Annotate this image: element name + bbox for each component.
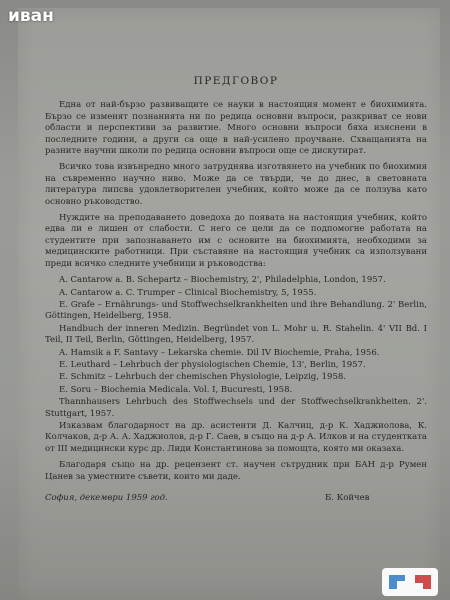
signature-row [45, 493, 427, 511]
date-line: София, декември 1959 год. [45, 493, 168, 503]
paragraph-1: Една от най-бързо развиващите се науки в настоящия момент е биохимията. Бързо се изменят познанията ни по редица основни въпроси, разкриват се нови области и перспективи за развитие. Много основни въпроси бяха изяснени в последните години, а други са още в най-усилено проучване. Схващанията на разните научни школи по редица основни въпроси още се дискутират. [45, 100, 427, 157]
reference-9: Thannhausers Lehrbuch des Stoffwechsels und der Stoffwechselkrankheiten. 2'. Stuttgart, 1957. [45, 397, 427, 419]
author-signature: Б. Койчев [325, 493, 370, 503]
reference-7: E. Schmitz – Lehrbuch der chemischen Physiologie, Leipzig, 1958. [59, 372, 346, 383]
page-title: ПРЕДГОВОР [193, 75, 279, 87]
thanks-paragraph-1: Изказвам благодарност на др. асистенти Д. Калчиц, д-р К. Хаджиолова, К. Колчаков, д-р А. А. Хаджиолов, д-р Г. Саев, в също на д-р А. Илков и на студентката от III медицински курс др. Лиди Константинова за помощта, която ми оказаха. [45, 420, 427, 454]
reference-1: A. Cantarow a. B. Schepartz – Biochemistry, 2', Philadelphia, London, 1957. [59, 275, 386, 286]
reference-list [45, 275, 427, 420]
marketplace-logo [382, 568, 438, 596]
reference-5: A. Hamsik a F. Santavy – Lekarska chemie. Dil IV Biochemie, Praha, 1956. [59, 347, 380, 358]
paragraph-3: Нуждите на преподаването доведоха до появата на настоящия учебник, който едва ли е лишен от слабости. С него се цели да се подпомогне работата на студентите при запознаването им с основите на биохимията, необходими за медицинските работници. При съставяне на настоящия учебник са използувани преди всичко следните учебници и ръководства: [45, 213, 427, 269]
reference-4: Handbuch der inneren Medizin. Begründet von L. Mohr u. R. Stahelin. 4' VII Bd. I Teil, II Teil, Berlin, Göttingen, Heidelberg, 1957. [45, 323, 427, 346]
reference-3: E. Grafe – Ernährungs- und Stoffwechselkrankheiten und ihre Behandlung. 2' Berlin, Göttingen, Heidelberg, 1958. [45, 299, 427, 322]
reference-8: E. Soru – Biochemia Medicala. Vol. I, Bucuresti, 1958. [59, 384, 293, 395]
page-content [45, 76, 427, 511]
paragraph-2: Всичко това извънредно много затруднява изготвянето на учебник по биохимия на съвременно научно ниво. Може да се твърди, че до днес, в световната литература липсва удовлетворителен учебник, който може да се ползува като основно ръководство. [45, 162, 427, 207]
watermark-text: иван [8, 6, 54, 26]
reference-2: A. Cantarow a. C. Trumper – Clinical Biochemistry, 5, 1955. [59, 287, 317, 298]
thanks-paragraph-2: Благодаря също на др. рецензент ст. научен сътрудник при БАН д-р Румен Цанев за уместните съвети, които ми даде. [45, 460, 427, 482]
reference-6: E. Leuthard – Lehrbuch der physiologischen Chemie, 13', Berlin, 1957. [59, 359, 366, 370]
